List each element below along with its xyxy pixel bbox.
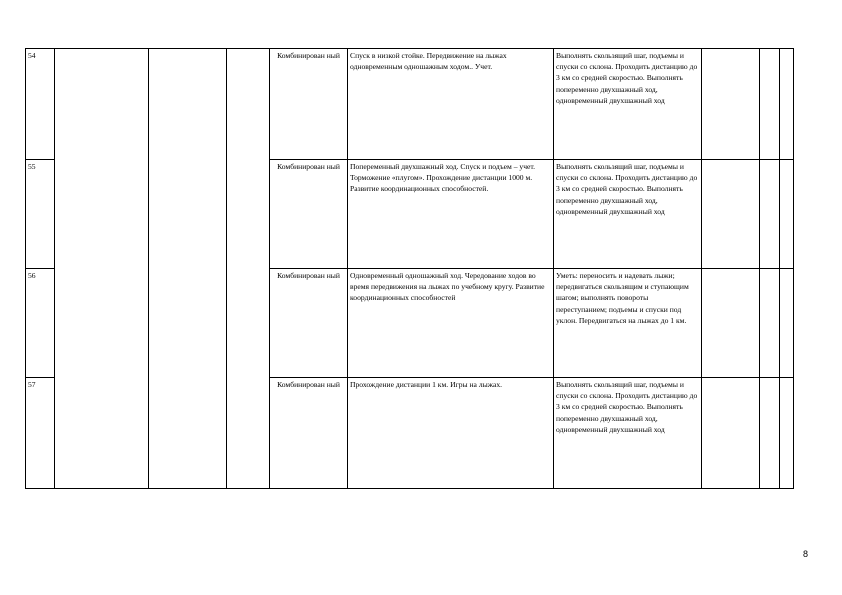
lesson-content: Попеременный двухшажный ход. Спуск и подъем – учет. Торможение «плугом». Прохождение дистанции 1000 м. Развитие координационных способностей. [348,160,554,269]
lesson-requirements: Выполнять скользящий шаг, подъемы и спуски со склона. Проходить дистанцию до 3 км со средней скоростью. Выполнять попеременно двухшажный ход, одновременный двухшажный ход [554,378,702,489]
empty-cell [702,378,760,489]
lesson-requirements: Выполнять скользящий шаг, подъемы и спуски со склона. Проходить дистанцию до 3 км со средней скоростью. Выполнять попеременно двухшажный ход, одновременный двухшажный ход [554,49,702,160]
empty-cell [780,269,794,378]
empty-merged-cell [55,49,149,489]
lesson-number: 55 [26,160,55,269]
empty-cell [702,160,760,269]
lesson-content: Прохождение дистанции 1 км. Игры на лыжах. [348,378,554,489]
lesson-plan-table [25,48,794,489]
empty-cell [780,160,794,269]
lesson-type: Комбинирован ный [270,160,348,269]
lesson-requirements: Уметь: переносить и надевать лыжи; передвигаться скользящим и ступающим шагом; выполнять повороты переступанием; подъемы и спуски под уклон. Передвигаться на лыжах до 1 км. [554,269,702,378]
empty-cell [760,160,780,269]
empty-merged-cell [227,49,270,489]
empty-cell [780,378,794,489]
lesson-requirements: Выполнять скользящий шаг, подъемы и спуски со склона. Проходить дистанцию до 3 км со средней скоростью. Выполнять попеременно двухшажный ход, одновременный двухшажный ход [554,160,702,269]
lesson-content: Спуск в низкой стойке. Передвижение на лыжах одновременным одношажным ходом.. Учет. [348,49,554,160]
empty-cell [780,49,794,160]
lesson-number: 57 [26,378,55,489]
empty-merged-cell [149,49,227,489]
lesson-type: Комбинирован ный [270,49,348,160]
table-row [26,49,794,160]
page-number: 8 [803,549,809,559]
lesson-content: Одновременный одношажный ход. Чередование ходов во время передвижения на лыжах по учебному кругу. Развитие координационных способностей [348,269,554,378]
lesson-number: 54 [26,49,55,160]
empty-cell [760,49,780,160]
lesson-type: Комбинирован ный [270,269,348,378]
empty-cell [702,269,760,378]
empty-cell [760,378,780,489]
empty-cell [702,49,760,160]
empty-cell [760,269,780,378]
lesson-type: Комбинирован ный [270,378,348,489]
lesson-number: 56 [26,269,55,378]
